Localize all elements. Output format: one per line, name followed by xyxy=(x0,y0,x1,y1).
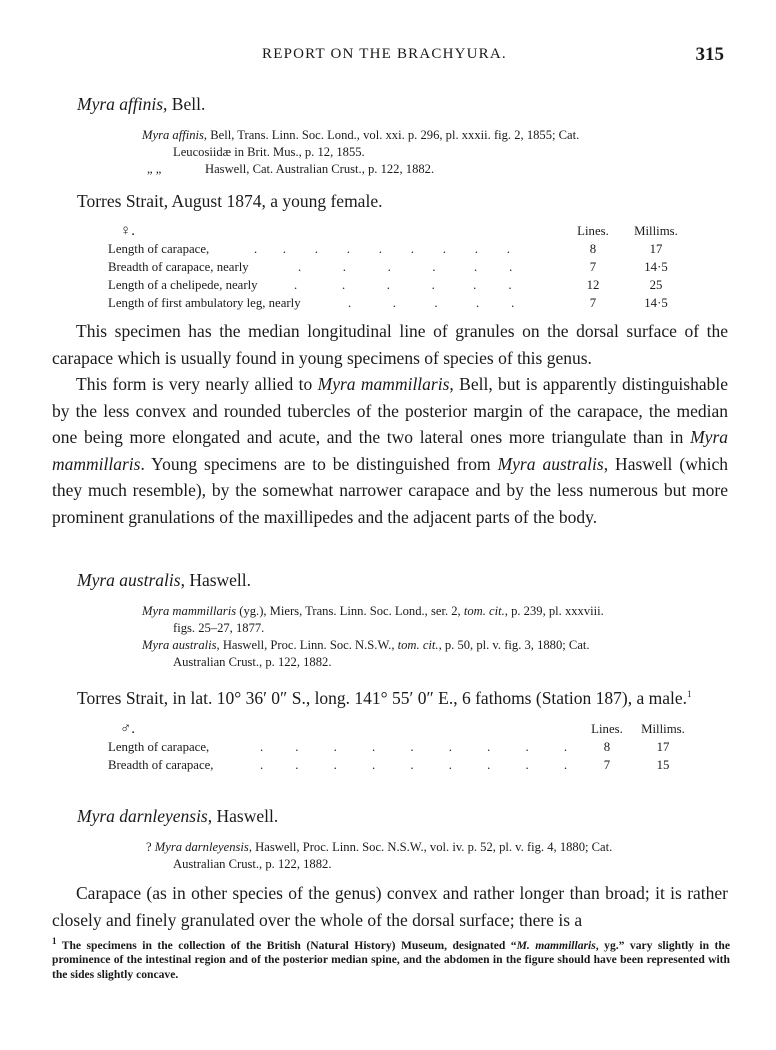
synonymy-block xyxy=(142,127,728,178)
page-header xyxy=(0,44,776,68)
cell-lines: 8 xyxy=(589,242,597,256)
synonymy-entry xyxy=(142,161,728,178)
paragraph: Carapace (as in other species of the genus) convex and rather longer than broad; it is rather closely and finely granulated over the whole of the dorsal surface; there is a xyxy=(52,883,728,930)
cell-lines: 7 xyxy=(589,260,597,274)
ref-name: Myra affinis xyxy=(142,128,204,142)
species-name: Myra darnleyensis xyxy=(77,806,208,826)
col-header-lines: Lines. xyxy=(577,224,609,238)
cell-millims: 25 xyxy=(649,278,663,292)
text-run: This form is very nearly allied to xyxy=(76,374,318,394)
species-heading-myra-affinis xyxy=(77,94,205,115)
ref-name: Myra australis xyxy=(142,638,217,652)
cell-lines: 12 xyxy=(586,278,600,292)
row-label: Length of first ambulatory leg, nearly xyxy=(108,296,301,310)
species-ref: Myra mammillaris xyxy=(52,427,728,474)
cell-millims: 14·5 xyxy=(644,296,668,310)
ref-text: , p. 239, pl. xxxviii. xyxy=(504,604,604,618)
paragraph xyxy=(52,371,728,530)
text-run: , Haswell (which they much resemble), by the somewhat narrower carapace and by the less numerous but more prominent granulations of the maxillipedes and the adjacent parts of the body. xyxy=(52,453,728,527)
synonymy-block xyxy=(146,839,732,873)
species-author: , Haswell. xyxy=(180,570,252,590)
ref-tom: tom. cit. xyxy=(397,638,439,652)
measurement-table xyxy=(108,222,698,312)
cell-lines: 7 xyxy=(589,296,597,310)
synonymy-entry xyxy=(142,603,728,620)
table-header-row xyxy=(108,222,698,240)
locality-line xyxy=(77,683,728,709)
ref-text: Haswell, Cat. Australian Crust., p. 122, 1882. xyxy=(205,162,435,176)
table-row xyxy=(108,240,698,258)
female-symbol: ♀. xyxy=(120,223,135,239)
ref-text: , p. 50, pl. v. fig. 3, 1880; Cat. xyxy=(438,638,590,652)
col-header-millims: Millims. xyxy=(634,224,678,238)
row-label: Length of carapace, xyxy=(108,740,210,754)
species-author: , Bell. xyxy=(163,94,206,114)
ditto-marks: „ „ xyxy=(147,162,162,176)
synonymy-entry xyxy=(142,637,728,654)
table-row xyxy=(108,738,698,756)
species-heading-myra-darnleyensis xyxy=(77,806,278,827)
leader-dots: . . . . . . . . . xyxy=(260,740,568,754)
ref-text: (yg.), Miers, Trans. Linn. Soc. Lond., ser. 2, xyxy=(236,604,464,618)
species-heading-myra-australis xyxy=(77,570,251,591)
text-run: . Young specimens are to be distinguished from xyxy=(140,453,498,474)
row-label: Length of a chelipede, nearly xyxy=(108,278,258,292)
cell-lines: 7 xyxy=(603,758,611,772)
measurement-table xyxy=(108,720,698,774)
running-title: REPORT ON THE BRACHYURA. xyxy=(262,46,507,62)
ref-text: , Bell, Trans. Linn. Soc. Lond., vol. xxi. p. 296, pl. xxxii. fig. 2, 1855; Cat. xyxy=(203,128,580,142)
ref-continuation: Leucosiidæ in Brit. Mus., p. 12, 1855. xyxy=(173,145,365,159)
footnote xyxy=(52,934,730,982)
leader-dots: . . . . . . xyxy=(294,278,512,292)
table-row xyxy=(108,294,698,312)
leader-dots: . . . . . . . . . xyxy=(254,242,510,256)
ref-text: , Haswell, Proc. Linn. Soc. N.S.W., vol. iv. p. 52, pl. v. fig. 4, 1880; Cat. xyxy=(248,840,613,854)
locality-text: Torres Strait, in lat. 10° 36′ 0″ S., long. 141° 55′ 0″ E., 6 fathoms (Station 187), a male. xyxy=(77,687,688,708)
row-label: Breadth of carapace, nearly xyxy=(108,260,249,274)
cell-lines: 8 xyxy=(603,740,611,754)
synonymy-block xyxy=(142,603,728,671)
row-label: Length of carapace, xyxy=(108,242,210,256)
paragraph: This specimen has the median longitudinal line of granules on the dorsal surface of the carapace which is usually found in young specimens of species of this genus. xyxy=(52,321,728,368)
footnote-text: , yg.” vary slightly in the prominence of the intestinal region and of the posterior median spine, and the abdomen in the figure should have been represented with the sides slightly concave. xyxy=(52,938,731,981)
species-name: Myra australis xyxy=(77,570,181,590)
synonymy-entry xyxy=(142,127,728,144)
body-text-affinis xyxy=(52,318,728,530)
table-row xyxy=(108,258,698,276)
synonymy-entry xyxy=(146,839,732,856)
footnote-text: The specimens in the collection of the British (Natural History) Museum, designated “ xyxy=(56,938,517,952)
footnote-marker: 1 xyxy=(687,689,692,699)
col-header-lines: Lines. xyxy=(591,722,623,736)
cell-millims: 15 xyxy=(656,758,670,772)
ref-continuation: Australian Crust., p. 122, 1882. xyxy=(173,857,332,871)
row-label: Breadth of carapace, xyxy=(108,758,214,772)
query-mark: ? xyxy=(146,840,152,854)
cell-millims: 17 xyxy=(656,740,670,754)
species-ref: M. mammillaris xyxy=(516,938,596,952)
cell-millims: 17 xyxy=(649,242,663,256)
species-ref: Myra mammillaris xyxy=(317,374,450,394)
text-run: , Bell, but is apparently distinguishable by the less convex and rounded tubercles of the posterior margin of the carapace, the median one being more elongated and acute, and the two lateral ones more triangulate than in xyxy=(52,374,729,447)
ref-continuation: figs. 25–27, 1877. xyxy=(173,621,265,635)
ref-name: Myra mammillaris xyxy=(142,604,237,618)
table-row xyxy=(108,276,698,294)
ref-text: , Haswell, Proc. Linn. Soc. N.S.W., xyxy=(216,638,398,652)
species-author: , Haswell. xyxy=(207,806,279,826)
table-row xyxy=(108,756,698,774)
species-name: Myra affinis xyxy=(77,94,164,114)
ref-tom: tom. cit. xyxy=(463,604,505,618)
locality-line: Torres Strait, August 1874, a young female. xyxy=(77,191,383,211)
col-header-millims: Millims. xyxy=(641,722,685,736)
footnote-number: 1 xyxy=(52,936,57,946)
table-header-row xyxy=(108,720,698,738)
leader-dots: . . . . . . . . . xyxy=(260,758,568,772)
ref-continuation: Australian Crust., p. 122, 1882. xyxy=(173,655,332,669)
ref-name: Myra darnleyensis xyxy=(154,840,249,854)
leader-dots: . . . . . xyxy=(348,296,515,310)
cell-millims: 14·5 xyxy=(644,260,668,274)
page-number: 315 xyxy=(695,44,724,65)
male-symbol: ♂. xyxy=(120,721,135,737)
body-text-darnleyensis xyxy=(52,880,728,933)
leader-dots: . . . . . . xyxy=(298,260,513,274)
species-ref: Myra australis xyxy=(497,453,604,474)
